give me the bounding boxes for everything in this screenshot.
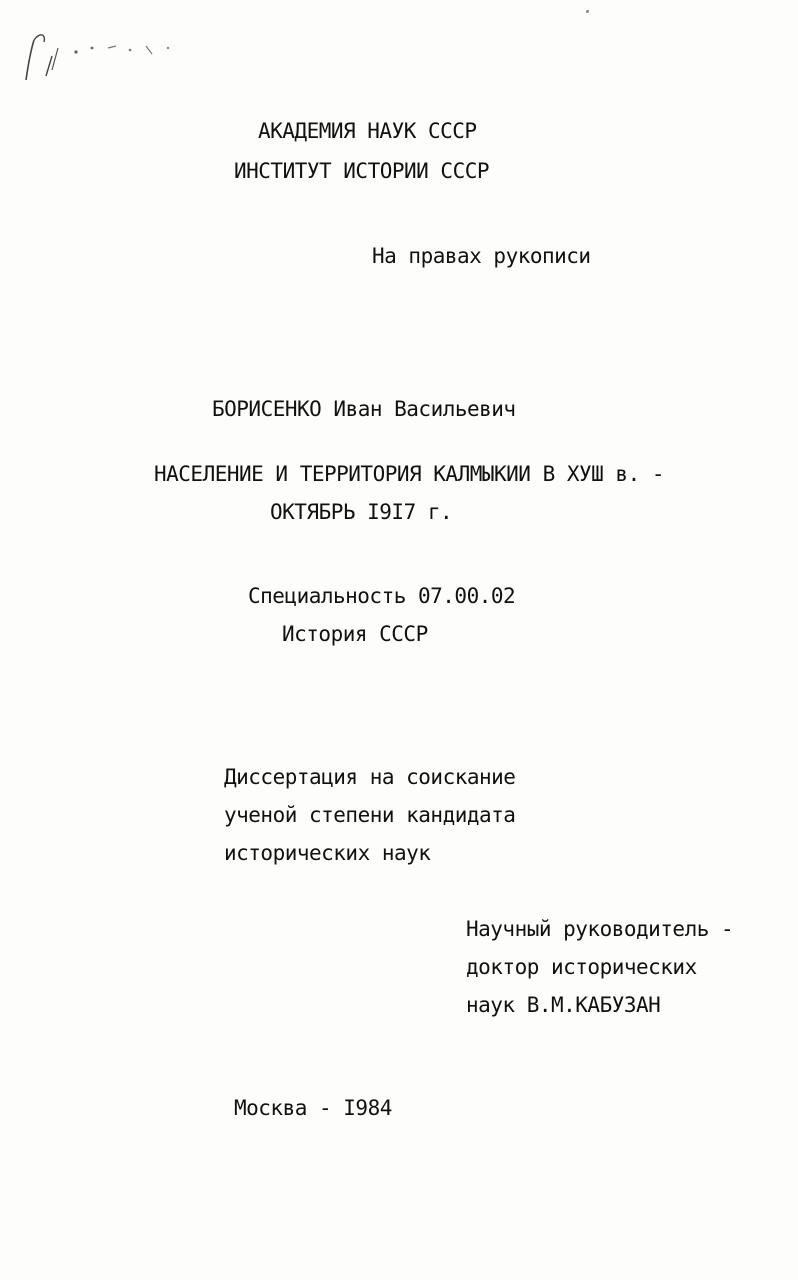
title-line2: ОКТЯБРЬ I9I7 г.: [270, 500, 453, 524]
supervisor-line2: доктор исторических: [466, 955, 697, 979]
supervisor-line3: наук В.М.КАБУЗАН: [466, 993, 661, 1017]
specialty-line1: Специальность 07.00.02: [248, 584, 516, 608]
corner-dot: [586, 10, 589, 13]
specialty-line2: История СССР: [282, 622, 428, 646]
city-year: Москва - I984: [234, 1096, 392, 1120]
supervisor-line1: Научный руководитель -: [466, 917, 734, 941]
dissertation-line3: исторических наук: [224, 841, 431, 865]
author-name: БОРИСЕНКО Иван Васильевич: [212, 397, 516, 421]
handwritten-annotation: [12, 18, 192, 88]
dissertation-line1: Диссертация на соискание: [224, 765, 516, 789]
dissertation-line2: ученой степени кандидата: [224, 803, 516, 827]
manuscript-rights: На правах рукописи: [372, 244, 591, 268]
institution-line2: ИНСТИТУТ ИСТОРИИ СССР: [234, 159, 490, 183]
title-line1: НАСЕЛЕНИЕ И ТЕРРИТОРИЯ КАЛМЫКИИ В ХУШ в. -: [154, 462, 665, 486]
institution-line1: АКАДЕМИЯ НАУК СССР: [258, 119, 477, 143]
